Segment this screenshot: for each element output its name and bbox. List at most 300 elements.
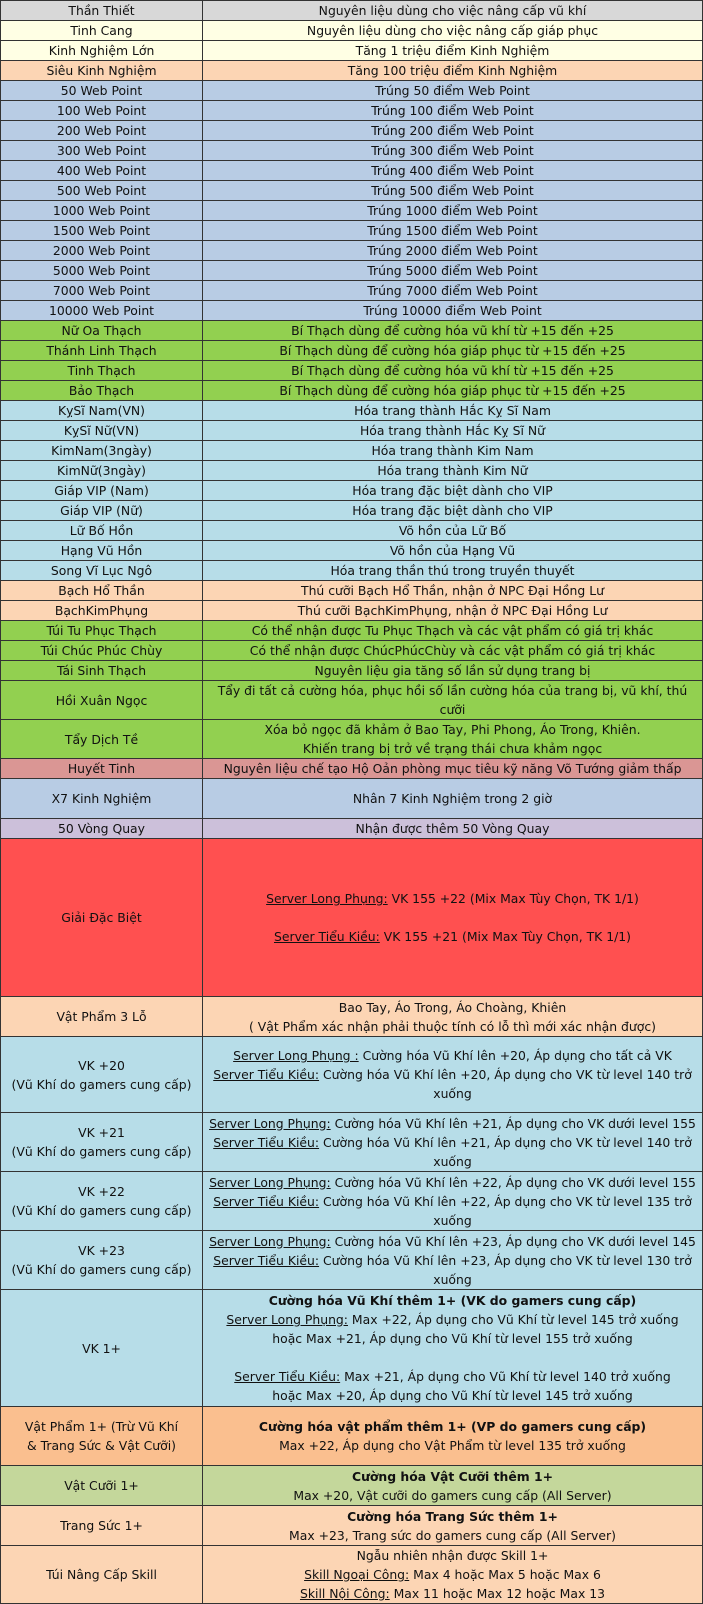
description-line <box>207 1526 698 1545</box>
item-name-cell <box>1 1506 203 1546</box>
description-line <box>207 1507 698 1526</box>
item-description: Bí Thạch dùng để cường hóa vũ khí từ +15 đến +25 <box>291 323 614 338</box>
description-text: Max +20, Vật cưỡi do gamers cung cấp (All Server) <box>293 1487 612 1503</box>
item-name: 7000 Web Point <box>52 283 151 298</box>
item-name-cell <box>1 141 203 161</box>
table-row <box>1 21 703 41</box>
item-description-cell <box>203 1172 703 1231</box>
description-text: Max 11 hoặc Max 12 hoặc Max 13 <box>389 1586 605 1601</box>
description-line <box>207 908 698 927</box>
item-description-cell <box>203 521 703 541</box>
item-description: Hóa trang thành Hắc Kỵ Sĩ Nữ <box>359 423 545 438</box>
description-text: Max +22, Áp dụng cho Vật Phẩm từ level 135 trở xuống <box>279 1438 626 1453</box>
item-description: Bí Thạch dùng để cường hóa giáp phục từ +15 đến +25 <box>279 343 626 358</box>
description-heading: Cường hóa vật phẩm thêm 1+ (VP do gamers cung cấp) <box>258 1419 647 1434</box>
table-row <box>1 521 703 541</box>
item-name: Tinh Thạch <box>67 363 136 378</box>
description-line <box>207 1386 698 1405</box>
description-line <box>207 1192 698 1230</box>
description-line <box>207 1417 698 1436</box>
server-label: Skill Ngoại Công: <box>304 1567 410 1582</box>
table-row <box>1 681 703 720</box>
description-text: Ngẫu nhiên nhận được Skill 1+ <box>356 1548 549 1563</box>
server-label: Server Tiểu Kiều: <box>213 1193 320 1209</box>
item-name: Vật Cưỡi 1+ <box>64 1478 139 1493</box>
item-name: VK +20 <box>78 1057 125 1073</box>
item-description: Nguyên liệu dùng cho việc nâng cấp giáp phục <box>306 23 599 38</box>
server-label: Server Tiểu Kiều: <box>234 1369 341 1384</box>
item-name: 200 Web Point <box>56 123 147 138</box>
item-description: Tăng 100 triệu điểm Kinh Nghiệm <box>347 63 558 78</box>
item-description-cell <box>203 581 703 601</box>
item-name-cell <box>1 521 203 541</box>
item-description-cell <box>203 1407 703 1466</box>
item-name-cell <box>1 441 203 461</box>
item-name-cell <box>1 421 203 441</box>
item-name: KỵSĩ Nam(VN) <box>57 403 146 418</box>
item-name-cell <box>1 759 203 779</box>
item-description-cell <box>203 759 703 779</box>
item-name-cell <box>1 341 203 361</box>
table-row <box>1 221 703 241</box>
table-row <box>1 181 703 201</box>
description-line <box>207 1584 698 1603</box>
table-row <box>1 997 703 1037</box>
item-name: Tẩy Dịch Tề <box>64 731 139 747</box>
item-name-cell <box>1 581 203 601</box>
item-name: Bảo Thạch <box>68 383 135 398</box>
item-description: Nguyên liệu chế tạo Hộ Oản phòng mục tiêu kỹ năng Võ Tướng giảm thấp <box>223 761 682 776</box>
table-row <box>1 61 703 81</box>
item-description: Có thể nhận được ChúcPhúcChùy và các vật phẩm có giá trị khác <box>249 643 656 658</box>
server-label: Server Long Phụng: <box>209 1233 331 1249</box>
table-row <box>1 281 703 301</box>
server-label: Skill Nội Công: <box>299 1586 390 1601</box>
item-description-cell <box>203 1231 703 1290</box>
server-label: Server Tiểu Kiều: <box>213 1067 320 1082</box>
item-name-cell <box>1 321 203 341</box>
description-line <box>207 1436 698 1455</box>
item-description-cell <box>203 41 703 61</box>
item-description: Trúng 1000 điểm Web Point <box>367 203 538 218</box>
description-text: Cường hóa Vũ Khí lên +21, Áp dụng cho VK từ level 140 trở xuống <box>319 1134 692 1169</box>
item-name: Siêu Kinh Nghiệm <box>46 63 157 78</box>
item-name: Lữ Bố Hồn <box>69 523 134 538</box>
item-name-cell <box>1 1 203 21</box>
item-name-cell <box>1 661 203 681</box>
item-name-cell <box>1 1407 203 1466</box>
item-name: 50 Vòng Quay <box>58 821 145 836</box>
item-name: (Vũ Khí do gamers cung cấp) <box>11 1144 192 1159</box>
description-heading: Cường hóa Trang Sức thêm 1+ <box>347 1508 558 1524</box>
item-description-cell <box>203 601 703 621</box>
table-row <box>1 1506 703 1546</box>
item-name-cell <box>1 241 203 261</box>
item-description: Hóa trang thành Kim Nam <box>371 443 534 458</box>
item-name: (Vũ Khí do gamers cung cấp) <box>11 1262 192 1277</box>
item-description: Trúng 5000 điểm Web Point <box>367 263 538 278</box>
table-row <box>1 481 703 501</box>
description-text: Cường hóa Vũ Khí lên +22, Áp dụng cho VK từ level 135 trở xuống <box>319 1193 692 1228</box>
table-row <box>1 101 703 121</box>
description-text: hoặc Max +20, Áp dụng cho Vũ Khí từ level 145 trở xuống <box>272 1388 633 1403</box>
description-heading: Cường hóa Vật Cưỡi thêm 1+ <box>352 1468 553 1484</box>
item-description: Võ hồn của Hạng Vũ <box>389 543 516 558</box>
description-line <box>207 1310 698 1329</box>
item-description-cell <box>203 1037 703 1113</box>
item-name-cell <box>1 61 203 81</box>
description-text: VK 155 +22 (Mix Max Tùy Chọn, TK 1/1) <box>387 891 639 906</box>
item-description-cell <box>203 241 703 261</box>
table-row <box>1 581 703 601</box>
item-name-cell <box>1 481 203 501</box>
item-description: Trúng 100 điểm Web Point <box>371 103 534 118</box>
item-name: 1500 Web Point <box>52 223 151 238</box>
description-line <box>207 927 698 946</box>
server-label: Server Tiểu Kiều: <box>213 1252 320 1268</box>
item-description: Bí Thạch dùng để cường hóa giáp phục từ +15 đến +25 <box>279 383 626 398</box>
item-description-cell <box>203 161 703 181</box>
item-description: Tẩy đi tất cả cường hóa, phục hồi số lần cường hóa của trang bị, vũ khí, thú cưỡi <box>217 683 688 717</box>
description-line <box>207 1133 698 1171</box>
item-description: Tăng 1 triệu điểm Kinh Nghiệm <box>355 43 550 58</box>
table-row <box>1 621 703 641</box>
description-text: Max +23, Trang sức do gamers cung cấp (All Server) <box>289 1527 616 1543</box>
table-row <box>1 301 703 321</box>
table-row <box>1 501 703 521</box>
description-text: Cường hóa Vũ Khí lên +22, Áp dụng cho VK dưới level 155 <box>330 1174 696 1190</box>
item-name: 50 Web Point <box>60 83 143 98</box>
item-description-cell <box>203 1 703 21</box>
item-description: Trúng 10000 điểm Web Point <box>363 303 542 318</box>
table-row <box>1 261 703 281</box>
item-name: 2000 Web Point <box>52 243 151 258</box>
item-name-cell <box>1 461 203 481</box>
item-name: Tái Sinh Thạch <box>56 663 147 678</box>
description-text: Cường hóa Vũ Khí lên +20, Áp dụng cho tất cả VK <box>358 1048 672 1063</box>
item-name: X7 Kinh Nghiệm <box>51 791 152 806</box>
item-description-cell <box>203 341 703 361</box>
item-description-cell <box>203 819 703 839</box>
table-row <box>1 461 703 481</box>
item-description-cell <box>203 621 703 641</box>
server-label: Server Tiểu Kiều: <box>273 929 380 944</box>
table-row <box>1 421 703 441</box>
table-row <box>1 141 703 161</box>
item-description-cell <box>203 997 703 1037</box>
item-description-cell <box>203 561 703 581</box>
item-description-cell <box>203 301 703 321</box>
item-name: (Vũ Khí do gamers cung cấp) <box>11 1076 192 1092</box>
item-description-cell <box>203 1466 703 1506</box>
table-row <box>1 759 703 779</box>
description-text: hoặc Max +21, Áp dụng cho Vũ Khí từ level 155 trở xuống <box>272 1331 633 1346</box>
description-heading: Cường hóa Vũ Khí thêm 1+ (VK do gamers cung cấp) <box>268 1293 637 1308</box>
item-name: 400 Web Point <box>56 163 147 178</box>
description-text: Cường hóa Vũ Khí lên +23, Áp dụng cho VK dưới level 145 <box>330 1233 696 1249</box>
description-text: Cường hóa Vũ Khí lên +20, Áp dụng cho VK từ level 140 trở xuống <box>319 1067 692 1101</box>
description-line <box>207 1486 698 1505</box>
item-name-cell <box>1 621 203 641</box>
item-description-cell <box>203 321 703 341</box>
item-description: Trúng 1500 điểm Web Point <box>367 223 538 238</box>
item-name: & Trang Sức & Vật Cưỡi) <box>27 1438 176 1453</box>
item-description-cell <box>203 481 703 501</box>
table-row <box>1 819 703 839</box>
item-description-cell <box>203 201 703 221</box>
item-name: VK +22 <box>78 1184 125 1199</box>
table-row <box>1 321 703 341</box>
item-name: 10000 Web Point <box>48 303 155 318</box>
item-name: Vật Phẩm 3 Lỗ <box>56 1009 147 1024</box>
description-line <box>207 1017 698 1036</box>
table-row <box>1 1290 703 1407</box>
item-description: Trúng 2000 điểm Web Point <box>367 243 538 258</box>
item-description-cell <box>203 421 703 441</box>
item-description-cell <box>203 661 703 681</box>
table-row <box>1 1466 703 1506</box>
item-description: Có thể nhận được Tu Phục Thạch và các vật phẩm có giá trị khác <box>251 623 654 638</box>
table-row <box>1 1231 703 1290</box>
item-description: Nhận được thêm 50 Vòng Quay <box>355 821 550 836</box>
item-description: Hóa trang đặc biệt dành cho VIP <box>352 483 553 498</box>
table-row <box>1 779 703 819</box>
item-description: Hóa trang thần thú trong truyền thuyết <box>330 563 575 578</box>
item-description-cell <box>203 101 703 121</box>
item-description-cell <box>203 81 703 101</box>
server-label: Server Long Phụng: <box>209 1115 331 1131</box>
description-line <box>207 720 698 739</box>
item-description-cell <box>203 381 703 401</box>
item-description-cell <box>203 261 703 281</box>
table-row <box>1 541 703 561</box>
item-name: Song Vĩ Lục Ngô <box>50 563 153 578</box>
item-description-cell <box>203 641 703 661</box>
description-line <box>207 1046 698 1065</box>
table-row <box>1 241 703 261</box>
item-name-cell <box>1 641 203 661</box>
item-name-cell <box>1 720 203 759</box>
table-row <box>1 401 703 421</box>
item-description: Nguyên liệu gia tăng số lần sử dụng trang bị <box>314 663 591 678</box>
item-name: Túi Chúc Phúc Chùy <box>40 643 163 658</box>
description-text: ( Vật Phẩm xác nhận phải thuộc tính có lỗ thì mới xác nhận được) <box>249 1018 656 1034</box>
item-name-cell <box>1 161 203 181</box>
item-description-cell <box>203 141 703 161</box>
item-description-cell <box>203 461 703 481</box>
item-description: Trúng 200 điểm Web Point <box>371 123 534 138</box>
item-name: Kinh Nghiệm Lớn <box>48 43 155 58</box>
description-line <box>207 1065 698 1103</box>
description-text: Xóa bỏ ngọc đã khảm ở Bao Tay, Phi Phong, Áo Trong, Khiên. <box>264 722 641 737</box>
description-line <box>207 1173 698 1192</box>
table-row <box>1 1172 703 1231</box>
table-row <box>1 161 703 181</box>
table-row <box>1 1037 703 1113</box>
item-name-cell <box>1 41 203 61</box>
item-name: 300 Web Point <box>56 143 147 158</box>
item-name: 100 Web Point <box>56 103 147 118</box>
item-description-cell <box>203 541 703 561</box>
item-description-cell <box>203 501 703 521</box>
item-description: Hóa trang thành Kim Nữ <box>377 463 528 478</box>
description-line <box>207 1232 698 1251</box>
item-description-cell <box>203 181 703 201</box>
item-name: Thần Thiết <box>68 3 135 18</box>
item-name-cell <box>1 1466 203 1506</box>
item-name: Bạch Hổ Thần <box>58 583 145 598</box>
description-line <box>207 1348 698 1367</box>
item-description: Võ hồn của Lữ Bố <box>398 523 507 538</box>
item-name: Hồi Xuân Ngọc <box>55 692 148 708</box>
item-name-cell <box>1 1113 203 1172</box>
item-description: Trúng 500 điểm Web Point <box>371 183 534 198</box>
description-line <box>207 739 698 758</box>
item-name-cell <box>1 819 203 839</box>
table-row <box>1 839 703 997</box>
item-description-cell <box>203 61 703 81</box>
item-name: Túi Tu Phục Thạch <box>46 623 157 638</box>
item-description: Thú cưỡi Bạch Hổ Thần, nhận ở NPC Đại Hồng Lư <box>301 583 604 598</box>
item-name-cell <box>1 21 203 41</box>
table-row <box>1 441 703 461</box>
item-name-cell <box>1 1231 203 1290</box>
item-name-cell <box>1 201 203 221</box>
description-line <box>207 1114 698 1133</box>
item-description-cell <box>203 1113 703 1172</box>
item-name: Huyết Tinh <box>67 761 136 776</box>
item-name-cell <box>1 839 203 997</box>
item-description-cell <box>203 1506 703 1546</box>
item-name: Tinh Cang <box>70 23 133 38</box>
item-name-cell <box>1 1037 203 1113</box>
item-name: 5000 Web Point <box>52 263 151 278</box>
item-description-cell <box>203 441 703 461</box>
item-name-cell <box>1 101 203 121</box>
item-name: KimNam(3ngày) <box>51 443 152 458</box>
description-line <box>207 998 698 1017</box>
item-name-cell <box>1 1290 203 1407</box>
item-description: Trúng 400 điểm Web Point <box>371 163 534 178</box>
item-description: Bí Thạch dùng để cường hóa vũ khí từ +15 đến +25 <box>291 363 614 378</box>
item-description: Trúng 50 điểm Web Point <box>375 83 530 98</box>
server-label: Server Long Phụng: <box>209 1174 331 1190</box>
item-name-cell <box>1 81 203 101</box>
description-text: Max +21, Áp dụng cho Vũ Khí từ level 140 trở xuống <box>340 1369 671 1384</box>
item-description: Trúng 7000 điểm Web Point <box>367 283 538 298</box>
item-name-cell <box>1 261 203 281</box>
item-name-cell <box>1 601 203 621</box>
description-line <box>207 1291 698 1310</box>
item-name: KỵSĩ Nữ(VN) <box>63 423 140 438</box>
table-row <box>1 641 703 661</box>
reward-table-body <box>1 1 703 1604</box>
item-description-cell <box>203 221 703 241</box>
item-name: VK +21 <box>78 1125 125 1140</box>
item-description-cell <box>203 401 703 421</box>
table-row <box>1 121 703 141</box>
table-row <box>1 601 703 621</box>
item-name: (Vũ Khí do gamers cung cấp) <box>11 1203 192 1218</box>
table-row <box>1 81 703 101</box>
server-label: Server Tiểu Kiều: <box>213 1134 320 1150</box>
description-text: Cường hóa Vũ Khí lên +21, Áp dụng cho VK dưới level 155 <box>330 1115 696 1131</box>
table-row <box>1 41 703 61</box>
item-name: Thánh Linh Thạch <box>46 343 157 358</box>
server-label: Server Long Phụng: <box>266 891 388 906</box>
table-row <box>1 661 703 681</box>
server-label: Server Long Phụng: <box>226 1312 348 1327</box>
item-name: KimNữ(3ngày) <box>57 463 146 478</box>
table-row <box>1 1407 703 1466</box>
item-name: VK 1+ <box>82 1340 121 1356</box>
item-name: VK +23 <box>78 1243 125 1258</box>
item-description-cell <box>203 121 703 141</box>
description-text: Khiến trang bị trở về trạng thái chưa khảm ngọc <box>302 741 603 756</box>
description-line <box>207 1565 698 1584</box>
description-text: Max 4 hoặc Max 5 hoặc Max 6 <box>409 1567 601 1582</box>
item-name-cell <box>1 561 203 581</box>
description-line <box>207 1367 698 1386</box>
server-label: Server Long Phụng : <box>233 1048 359 1063</box>
item-name: Túi Nâng Cấp Skill <box>46 1567 157 1582</box>
item-name: Nữ Oa Thạch <box>61 323 142 338</box>
table-row <box>1 720 703 759</box>
item-description-cell <box>203 281 703 301</box>
item-description-cell <box>203 21 703 41</box>
item-name-cell <box>1 997 203 1037</box>
description-text: Cường hóa Vũ Khí lên +23, Áp dụng cho VK từ level 130 trở xuống <box>319 1252 692 1287</box>
item-description-cell <box>203 839 703 997</box>
description-line <box>207 889 698 908</box>
item-name-cell <box>1 401 203 421</box>
item-description-cell <box>203 779 703 819</box>
item-name-cell <box>1 501 203 521</box>
table-row <box>1 381 703 401</box>
item-name: Giáp VIP (Nam) <box>54 483 149 498</box>
item-description: Hóa trang thành Hắc Kỵ Sĩ Nam <box>354 403 551 418</box>
item-name: Vật Phẩm 1+ (Trừ Vũ Khí <box>24 1419 179 1434</box>
item-description: Nhân 7 Kinh Nghiệm trong 2 giờ <box>352 791 553 806</box>
item-name-cell <box>1 301 203 321</box>
item-name: Giải Đặc Biệt <box>61 910 142 925</box>
item-description-cell <box>203 361 703 381</box>
description-line <box>207 1329 698 1348</box>
item-description-cell <box>203 720 703 759</box>
description-line <box>207 1251 698 1289</box>
item-name-cell <box>1 361 203 381</box>
description-line <box>207 1467 698 1486</box>
table-row <box>1 1 703 21</box>
item-description: Nguyên liệu dùng cho việc nâng cấp vũ khí <box>318 3 587 18</box>
item-name-cell <box>1 181 203 201</box>
item-name-cell <box>1 221 203 241</box>
table-row <box>1 1113 703 1172</box>
item-description: Hóa trang đặc biệt dành cho VIP <box>352 503 553 518</box>
item-name: Hạng Vũ Hồn <box>60 543 143 558</box>
item-name-cell <box>1 1172 203 1231</box>
item-description-cell <box>203 681 703 720</box>
table-row <box>1 201 703 221</box>
item-name-cell <box>1 681 203 720</box>
item-name-cell <box>1 779 203 819</box>
item-description: Thú cưỡi BạchKimPhụng, nhận ở NPC Đại Hồng Lư <box>297 603 608 618</box>
table-row <box>1 561 703 581</box>
item-name: Giáp VIP (Nữ) <box>60 503 143 518</box>
description-text: VK 155 +21 (Mix Max Tùy Chọn, TK 1/1) <box>379 929 631 944</box>
table-row <box>1 361 703 381</box>
item-name: Trang Sức 1+ <box>60 1518 143 1533</box>
